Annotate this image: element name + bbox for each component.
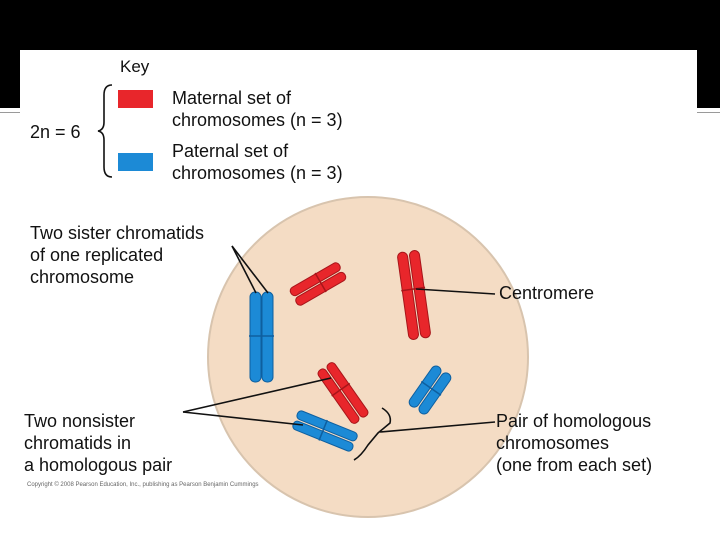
maternal-label-line2: chromosomes (n = 3) (172, 110, 343, 130)
homologous-pair-label: Pair of homologous chromosomes (one from each set) (496, 411, 653, 475)
paternal-label-line2: chromosomes (n = 3) (172, 163, 343, 183)
centromere-label: Centromere (499, 283, 595, 303)
sister-chromatids-label: Two sister chromatids of one replicated chromosome (30, 223, 205, 287)
maternal-swatch (118, 90, 153, 108)
paternal-swatch (118, 153, 153, 171)
key-brace (98, 85, 112, 177)
key-title: Key (120, 57, 150, 76)
paternal-chromosome-vertical (249, 292, 274, 382)
paternal-label-line1: Paternal set of (172, 141, 289, 161)
ploidy-label: 2n = 6 (30, 122, 81, 142)
nonsister-chromatids-label: Two nonsister chromatids in a homologous pair (24, 411, 173, 475)
copyright-text: Copyright © 2008 Pearson Education, Inc., publishing as Pearson Benjamin Cummings (27, 482, 259, 488)
maternal-label-line1: Maternal set of (172, 88, 292, 108)
